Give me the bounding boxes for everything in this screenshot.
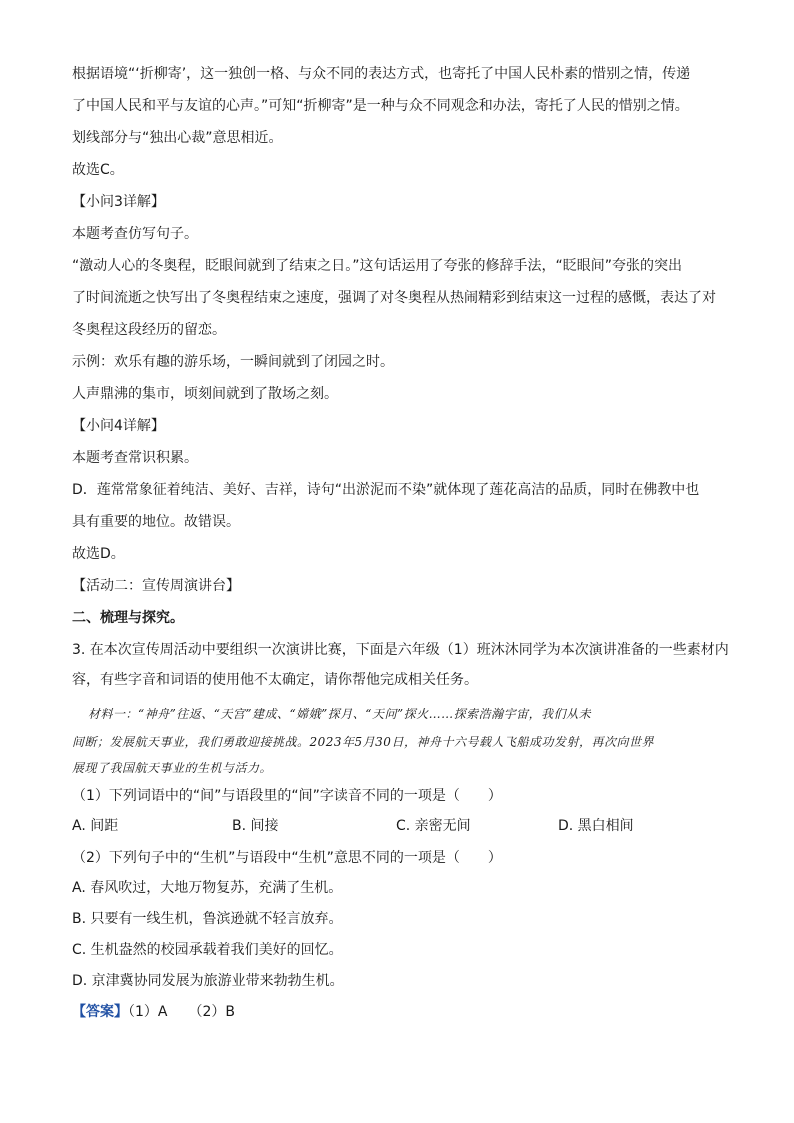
paragraph-line: 具有重要的地位。故错误。 — [72, 514, 240, 530]
paragraph-line: “激动人心的冬奥程，眨眼间就到了结束之日。”这句话运用了夸张的修辞手法，“眨眼间”夸张的突出 — [72, 258, 683, 274]
answer-choice-line: 故选D。 — [72, 546, 125, 562]
option-b: B. 间接 — [232, 818, 279, 834]
question-stem: 容，有些字音和词语的使用他不太确定，请你帮他完成相关任务。 — [72, 672, 478, 688]
paragraph-line: 根据语境“‘折柳寄’，这一独创一格、与众不同的表达方式，也寄托了中国人民朴素的惜别之情，传递 — [72, 66, 691, 82]
material-quote: 间断；发展航天事业，我们勇敢迎接挑战。2023年5月30日，神舟十六号载人飞船成功发射，再次向世界 — [72, 735, 654, 749]
part-heading: 二、梳理与探究。 — [72, 610, 184, 626]
option-d: D. 黑白相间 — [558, 818, 634, 834]
paragraph-line: 了时间流逝之快写出了冬奥程结束之速度，强调了对冬奥程从热闹精彩到结束这一过程的感慨，表达了对 — [72, 290, 716, 306]
sub-question: （1）下列词语中的“间”与语段里的“间”字读音不同的一项是（ ） — [72, 788, 502, 804]
option-c: C. 生机盎然的校园承载着我们美好的回忆。 — [72, 942, 343, 958]
option-c: C. 亲密无间 — [396, 818, 471, 834]
activity-heading: 【活动二：宣传周演讲台】 — [72, 578, 240, 594]
answer-label: 【答案】 — [72, 1004, 128, 1020]
paragraph-line: 本题考查仿写句子。 — [72, 226, 198, 242]
sub-question: （2）下列句子中的“生机”与语段中“生机”意思不同的一项是（ ） — [72, 850, 502, 866]
material-quote: 材料一：“神舟”往返、“天宫”建成、“嫦娥”探月、“天问”探火……探索浩瀚宇宙，我们从未 — [88, 707, 592, 721]
answer-text: （1）A （2）B — [128, 1004, 235, 1020]
option-d: D. 京津冀协同发展为旅游业带来勃勃生机。 — [72, 973, 344, 989]
paragraph-line: D．莲常常象征着纯洁、美好、吉祥，诗句“出淤泥而不染”就体现了莲花高洁的品质，同时在佛教中也 — [72, 482, 700, 498]
example-line: 人声鼎沸的集市，顷刻间就到了散场之刻。 — [72, 386, 338, 402]
option-b: B. 只要有一线生机，鲁滨逊就不轻言放弃。 — [72, 911, 343, 927]
section-heading: 【小问4详解】 — [72, 418, 165, 434]
paragraph-line: 划线部分与“独出心裁”意思相近。 — [72, 130, 283, 146]
option-a: A. 春风吹过，大地万物复苏，充满了生机。 — [72, 880, 343, 896]
option-a: A. 间距 — [72, 818, 119, 834]
paragraph-line: 本题考查常识积累。 — [72, 450, 198, 466]
material-quote: 展现了我国航天事业的生机与活力。 — [72, 761, 273, 775]
answer-choice-line: 故选C。 — [72, 162, 124, 178]
paragraph-line: 了中国人民和平与友谊的心声。”可知“折柳寄”是一种与众不同观念和办法，寄托了人民的惜别之情。 — [72, 98, 689, 114]
example-line: 示例：欢乐有趣的游乐场，一瞬间就到了闭园之时。 — [72, 354, 394, 370]
paragraph-line: 冬奥程这段经历的留恋。 — [72, 322, 226, 338]
answer-line — [72, 1002, 235, 1022]
question-stem: 3. 在本次宣传周活动中要组织一次演讲比赛，下面是六年级（1）班沐沐同学为本次演讲准备的一些素材内 — [72, 642, 729, 658]
section-heading: 【小问3详解】 — [72, 194, 165, 210]
